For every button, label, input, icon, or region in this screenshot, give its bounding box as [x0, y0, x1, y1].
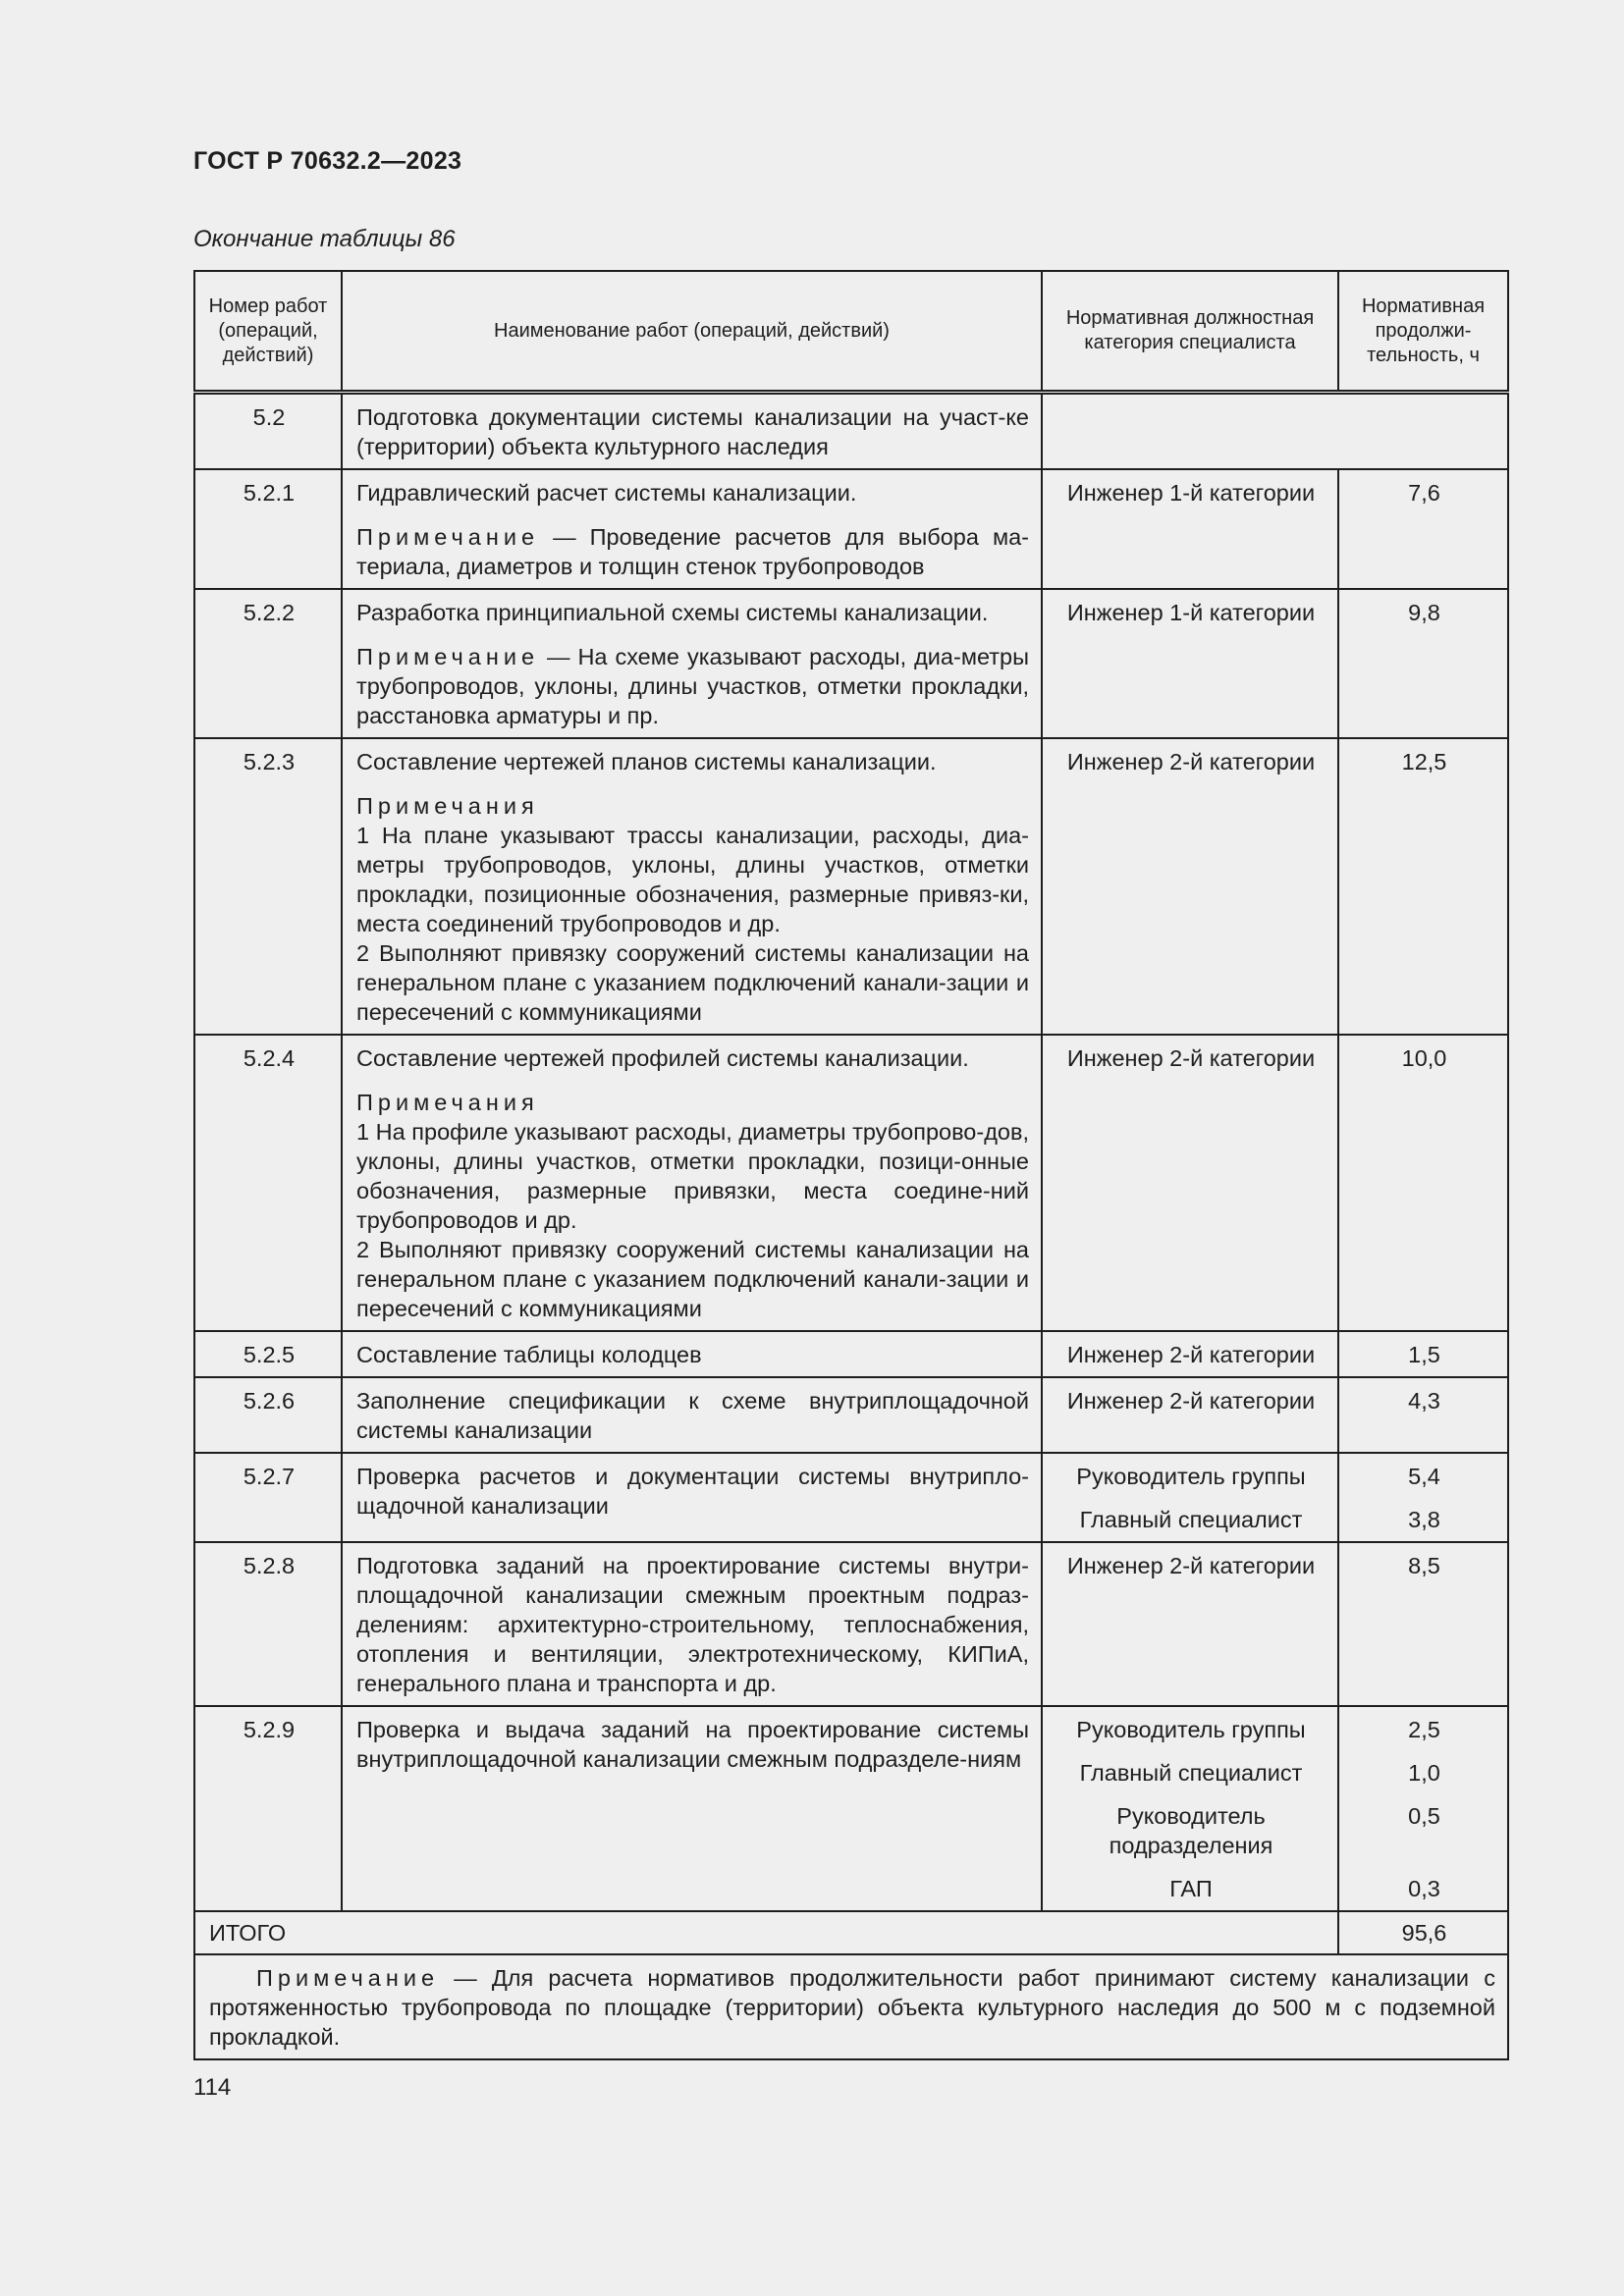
row-number: 5.2.8 [194, 1542, 342, 1706]
total-value: 95,6 [1338, 1911, 1508, 1954]
note-item: 2 Выполняют привязку сооружений системы канализации на генеральном плане с указанием подключений канали-зации и пересечений с коммуникациями [356, 1237, 1029, 1321]
row-title: Проверка расчетов и документации системы внутрипло-щадочной канализации [342, 1453, 1042, 1542]
row-title: Заполнение спецификации к схеме внутриплощадочной системы канализации [342, 1377, 1042, 1453]
row-category: Инженер 2-й категории [1042, 1377, 1338, 1453]
header-duration: Нормативная продолжи-тельность, ч [1338, 271, 1508, 393]
row-duration: 8,5 [1338, 1542, 1508, 1706]
header-name: Наименование работ (операций, действий) [342, 271, 1042, 393]
row-category: Инженер 1-й категории [1042, 469, 1338, 589]
row-title: Гидравлический расчет системы канализации. [356, 480, 857, 506]
row-duration: 0,3 [1408, 1876, 1440, 1901]
row-title: Составление чертежей профилей системы канализации. [356, 1045, 969, 1071]
row-title: Подготовка документации системы канализации на участ-ке (территории) объекта культурного наследия [342, 393, 1042, 470]
total-row [194, 1911, 1508, 1954]
row-title: Разработка принципиальной схемы системы канализации. [356, 600, 989, 625]
table-row [194, 393, 1508, 470]
footnote-text: — Для расчета нормативов продолжительности работ принимают систему канализации с протяженностью трубопровода по площадке (территории) объекта культурного наследия до 500 м с подземной прокладкой. [209, 1965, 1495, 2050]
row-category: Инженер 1-й категории [1042, 589, 1338, 738]
row-notes [356, 1088, 1029, 1323]
row-number: 5.2.6 [194, 1377, 342, 1453]
row-duration: 2,5 [1408, 1717, 1440, 1742]
row-title: Составление чертежей планов системы канализации. [356, 749, 937, 774]
row-number: 5.2.3 [194, 738, 342, 1035]
work-norms-table [193, 270, 1509, 2060]
row-category: Руководитель группы [1076, 1717, 1306, 1742]
note-item: 2 Выполняют привязку сооружений системы канализации на генеральном плане с указанием подключений канали-зации и пересечений с коммуникациями [356, 940, 1029, 1025]
row-number: 5.2.2 [194, 589, 342, 738]
row-empty-cell [1042, 393, 1508, 470]
row-category: Главный специалист [1079, 1760, 1303, 1786]
row-title: Подготовка заданий на проектирование системы внутри-площадочной канализации смежным проектным подраз-делениям: архитектурно-строительному, теплоснабжения, отопления и вентиляции, электротехническому, КИПиА, генерального плана и транспорта и др. [342, 1542, 1042, 1706]
row-duration: 0,5 [1408, 1803, 1440, 1829]
note-item: 1 На плане указывают трассы канализации, расходы, диа-метры трубопроводов, уклоны, длины участков, отметки прокладки, позиционные обозначения, размерные привяз-ки, места соединений трубопроводов и др. [356, 823, 1029, 936]
row-category-list [1042, 1706, 1338, 1911]
notes-heading: Примечания [356, 793, 539, 819]
row-number: 5.2.7 [194, 1453, 342, 1542]
row-duration-list [1338, 1706, 1508, 1911]
table-row [194, 1331, 1508, 1377]
row-duration: 1,0 [1408, 1760, 1440, 1786]
row-category: Руководитель подразделения [1109, 1803, 1273, 1858]
table-row [194, 1542, 1508, 1706]
header-number: Номер работ (операций, действий) [194, 271, 342, 393]
row-duration: 5,4 [1408, 1464, 1440, 1489]
row-description [342, 469, 1042, 589]
note-heading: Примечание [356, 524, 540, 550]
page-number: 114 [193, 2074, 232, 2101]
row-category: Руководитель группы [1076, 1464, 1306, 1489]
row-description [342, 738, 1042, 1035]
row-note [356, 522, 1029, 581]
row-category: Инженер 2-й категории [1042, 1035, 1338, 1331]
row-note [356, 642, 1029, 730]
table-row [194, 469, 1508, 589]
table-row [194, 738, 1508, 1035]
row-number: 5.2 [194, 393, 342, 470]
note-item: 1 На профиле указывают расходы, диаметры трубопрово-дов, уклоны, длины участков, отметки прокладки, позици-онные обозначения, размерные привязки, места соедине-ний трубопроводов и др. [356, 1119, 1029, 1233]
row-category: ГАП [1169, 1876, 1213, 1901]
row-duration: 4,3 [1338, 1377, 1508, 1453]
table-header-row [194, 271, 1508, 393]
row-number: 5.2.5 [194, 1331, 342, 1377]
notes-heading: Примечания [356, 1090, 539, 1115]
table-row [194, 1377, 1508, 1453]
row-category-list [1042, 1453, 1338, 1542]
row-duration-list [1338, 1453, 1508, 1542]
row-duration: 12,5 [1338, 738, 1508, 1035]
table-caption: Окончание таблицы 86 [193, 226, 456, 252]
row-description [342, 1035, 1042, 1331]
note-text: — Проведение расчетов для выбора ма-териала, диаметров и толщин стенок трубопроводов [356, 524, 1029, 579]
row-category: Инженер 2-й категории [1042, 1331, 1338, 1377]
document-code: ГОСТ Р 70632.2—2023 [193, 147, 462, 175]
row-duration: 3,8 [1408, 1507, 1440, 1532]
note-text: — На схеме указывают расходы, диа-метры трубопроводов, уклоны, длины участков, отметки прокладки, расстановка арматуры и пр. [356, 644, 1029, 728]
row-duration: 1,5 [1338, 1331, 1508, 1377]
table-row [194, 589, 1508, 738]
table-row [194, 1706, 1508, 1911]
row-title: Проверка и выдача заданий на проектирование системы внутриплощадочной канализации смежным подразделе-ниям [342, 1706, 1042, 1911]
row-duration: 10,0 [1338, 1035, 1508, 1331]
row-number: 5.2.1 [194, 469, 342, 589]
table-row [194, 1453, 1508, 1542]
row-notes [356, 791, 1029, 1027]
header-category: Нормативная должностная категория специалиста [1042, 271, 1338, 393]
table-row [194, 1035, 1508, 1331]
footnote-heading: Примечание [256, 1965, 440, 1991]
row-description [342, 589, 1042, 738]
row-title: Составление таблицы колодцев [342, 1331, 1042, 1377]
row-category: Инженер 2-й категории [1042, 1542, 1338, 1706]
footnote-row [194, 1954, 1508, 2059]
row-number: 5.2.4 [194, 1035, 342, 1331]
row-number: 5.2.9 [194, 1706, 342, 1911]
note-heading: Примечание [356, 644, 540, 669]
total-label: ИТОГО [194, 1911, 1338, 1954]
row-category: Главный специалист [1079, 1507, 1303, 1532]
row-category: Инженер 2-й категории [1042, 738, 1338, 1035]
row-duration: 7,6 [1338, 469, 1508, 589]
table-footnote [194, 1954, 1508, 2059]
row-duration: 9,8 [1338, 589, 1508, 738]
